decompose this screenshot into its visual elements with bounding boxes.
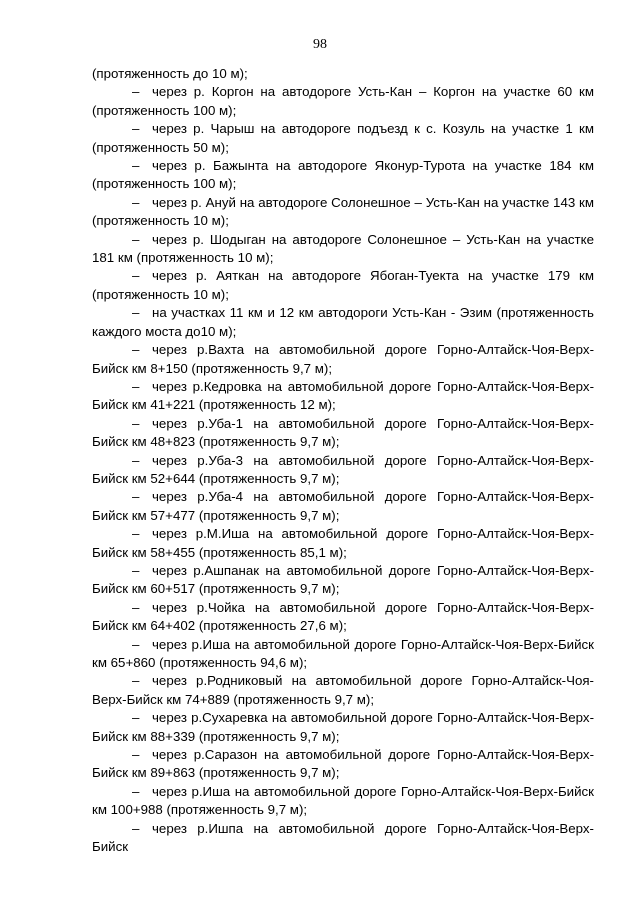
list-item [92, 83, 594, 120]
list-item-text: через р. Ануй на автодороге Солонешное – Усть-Кан на участке 143 км (протяженность 10 м); [92, 194, 594, 229]
list-item-text: через р.Уба-4 на автомобильной дороге Горно-Алтайск-Чоя-Верх-Бийск км 57+477 (протяженность 9,7 м); [92, 489, 594, 523]
list-item-text: через р. Бажынта на автодороге Яконур-Турота на участке 184 км (протяженность 100 м); [92, 158, 594, 192]
list-item-text: через р.Ишпа на автомобильной дороге Горно-Алтайск-Чоя-Верх-Бийск [92, 820, 594, 855]
list-item-text: через р.Иша на автомобильной дороге Горно-Алтайск-Чоя-Верх-Бийск км 65+860 (протяженность 94,6 м); [92, 636, 594, 670]
list-item [92, 488, 594, 525]
list-item-text: через р.М.Иша на автомобильной дороге Горно-Алтайск-Чоя-Верх-Бийск км 58+455 (протяженность 85,1 м); [92, 526, 594, 560]
dash-bullet: – [132, 121, 140, 137]
list-item [92, 452, 594, 489]
list-item [92, 341, 594, 378]
dash-bullet: – [132, 415, 140, 431]
list-item-text: через р.Уба-1 на автомобильной дороге Горно-Алтайск-Чоя-Верх-Бийск км 48+823 (протяженность 9,7 м); [92, 415, 594, 450]
list-item [92, 672, 594, 709]
dash-bullet: – [132, 268, 140, 284]
list-item-text: через р. Шодыган на автодороге Солонешное – Усть-Кан на участке 181 км (протяженность 10 м); [92, 231, 594, 266]
page-number: 98 [313, 37, 327, 52]
list-item [92, 562, 594, 599]
list-item [92, 157, 594, 194]
list-item-text: через р.Вахта на автомобильной дороге Горно-Алтайск-Чоя-Верх-Бийск км 8+150 (протяженность 9,7 м); [92, 342, 594, 376]
list-item [92, 378, 594, 415]
list-item [92, 120, 594, 157]
list-item-text: через р.Уба-3 на автомобильной дороге Горно-Алтайск-Чоя-Верх-Бийск км 52+644 (протяженность 9,7 м); [92, 452, 594, 486]
list-item [92, 194, 594, 231]
list-item [92, 304, 594, 341]
dash-bullet: – [132, 562, 140, 578]
list-item [92, 636, 594, 673]
dash-bullet: – [132, 599, 140, 615]
dash-bullet: – [132, 710, 140, 726]
paragraph [92, 65, 594, 83]
list-item [92, 709, 594, 746]
list-item-text: через р. Аяткан на автодороге Ябоган-Туекта на участке 179 км (протяженность 10 м); [92, 268, 594, 302]
paragraph-text: (протяженность до 10 м); [92, 66, 248, 81]
list-item [92, 267, 594, 304]
document-body [92, 65, 594, 856]
dash-bullet: – [132, 305, 140, 321]
list-item-text: через р.Иша на автомобильной дороге Горно-Алтайск-Чоя-Верх-Бийск км 100+988 (протяженность 9,7 м); [92, 783, 594, 818]
dash-bullet: – [132, 636, 140, 652]
list-item [92, 415, 594, 452]
dash-bullet: – [132, 820, 140, 836]
list-item [92, 820, 594, 857]
list-item-text: через р.Ашпанак на автомобильной дороге Горно-Алтайск-Чоя-Верх-Бийск км 60+517 (протяженность 9,7 м); [92, 562, 594, 597]
list-item-text: через р. Коргон на автодороге Усть-Кан – Коргон на участке 60 км (протяженность 100 м); [92, 84, 594, 118]
list-item-text: через р.Родниковый на автомобильной дороге Горно-Алтайск-Чоя-Верх-Бийск км 74+889 (протяженность 9,7 м); [92, 673, 594, 707]
dash-bullet: – [132, 231, 140, 247]
dash-bullet: – [132, 489, 140, 505]
dash-bullet: – [132, 342, 140, 358]
list-item [92, 231, 594, 268]
list-item [92, 525, 594, 562]
list-item-text: через р.Саразон на автомобильной дороге Горно-Алтайск-Чоя-Верх-Бийск км 89+863 (протяженность 9,7 м); [92, 747, 594, 781]
dash-bullet: – [132, 194, 140, 210]
dash-bullet: – [132, 158, 140, 174]
dash-bullet: – [132, 378, 140, 394]
list-item-text: через р.Кедровка на автомобильной дороге Горно-Алтайск-Чоя-Верх-Бийск км 41+221 (протяженность 12 м); [92, 378, 594, 413]
list-item-text: через р.Чойка на автомобильной дороге Горно-Алтайск-Чоя-Верх-Бийск км 64+402 (протяженность 27,6 м); [92, 599, 594, 634]
dash-bullet: – [132, 747, 140, 763]
list-item [92, 783, 594, 820]
dash-bullet: – [132, 526, 140, 542]
list-item-text: на участках 11 км и 12 км автодороги Усть-Кан - Эзим (протяженность каждого моста до10 м); [92, 305, 594, 339]
dash-bullet: – [132, 783, 140, 799]
dash-bullet: – [132, 452, 140, 468]
dash-bullet: – [132, 673, 140, 689]
list-item [92, 599, 594, 636]
list-item-text: через р.Сухаревка на автомобильной дороге Горно-Алтайск-Чоя-Верх-Бийск км 88+339 (протяженность 9,7 м); [92, 710, 594, 744]
list-item-text: через р. Чарыш на автодороге подъезд к с. Козуль на участке 1 км (протяженность 50 м); [92, 121, 594, 155]
dash-bullet: – [132, 84, 140, 100]
list-item [92, 746, 594, 783]
